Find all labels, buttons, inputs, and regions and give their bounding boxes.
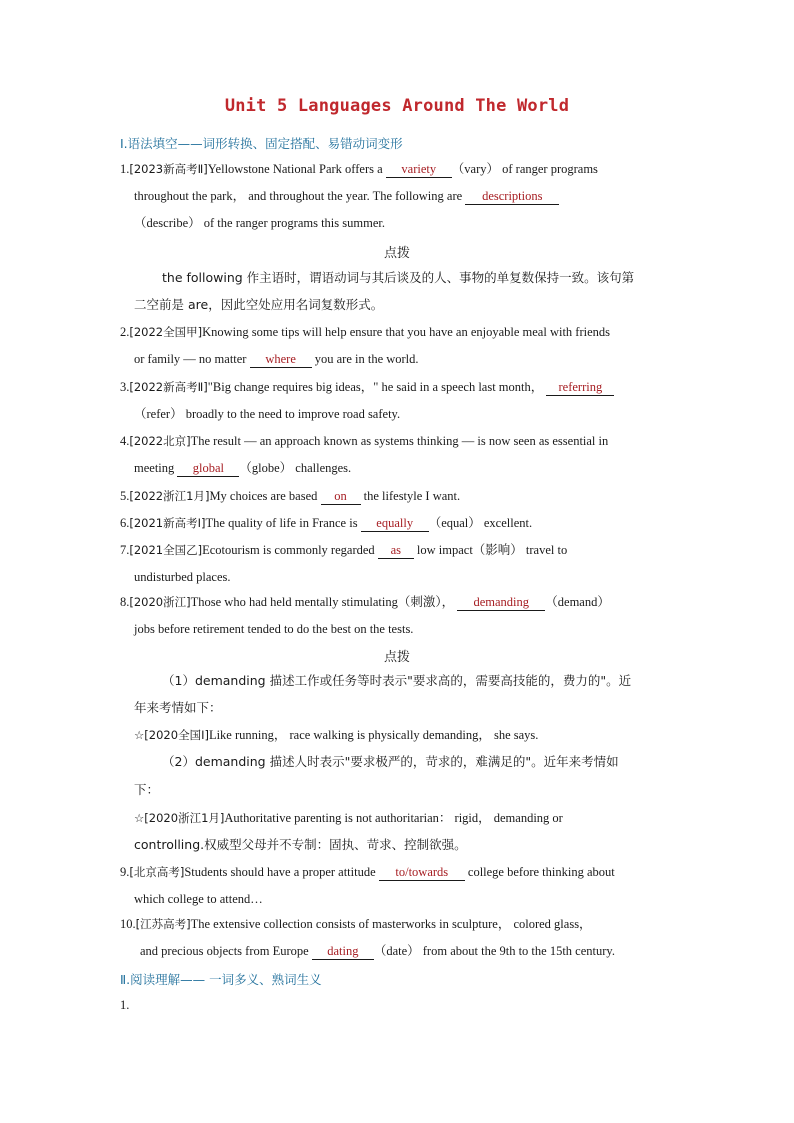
question-number: 3. (120, 380, 130, 394)
question-10-line-1 (120, 916, 592, 932)
question-source: [2022浙江1月] (129, 489, 210, 503)
question-1-line-3: （describe） of the ranger programs this summer. (134, 216, 385, 230)
hint-text: （1）demanding 描述工作或任务等时表示"要求高的，需要高技能的，费力的"。近 (162, 673, 632, 688)
answer-blank: as (378, 542, 414, 559)
question-7-line-1 (120, 542, 567, 559)
question-number: 6. (120, 516, 130, 530)
answer-blank: descriptions (465, 188, 559, 205)
question-text: "Big change requires big ideas，" he said in a speech last month， (207, 380, 544, 394)
question-2-line-1 (120, 324, 610, 340)
question-source: [2022全国甲] (129, 325, 203, 339)
section-1-heading: Ⅰ.语法填空——词形转换、固定搭配、易错动词变形 (120, 136, 403, 151)
example-source: ☆[2020全国Ⅰ] (134, 728, 209, 742)
question-1-line-1 (120, 161, 598, 178)
question-source: [2022北京] (129, 434, 191, 448)
question-text: My choices are based (209, 489, 318, 503)
question-6-line (120, 515, 532, 532)
answer-blank: global (177, 460, 239, 477)
question-text: （date） from about the 9th to the 15th century. (373, 944, 615, 958)
question-text: The quality of life in France is (205, 516, 358, 530)
question-4-line-2 (134, 460, 351, 477)
hint-text: 二空前是 are，因此空处应用名词复数形式。 (134, 297, 384, 312)
question-text: low impact（影响） travel to (416, 543, 568, 557)
question-source: [2023新高考Ⅱ] (129, 162, 208, 176)
example-2-line-2: controlling.权威型父母并不专制：固执、苛求、控制欲强。 (134, 837, 467, 852)
question-1-line-2 (134, 188, 559, 205)
question-text: the lifestyle I want. (363, 489, 461, 503)
question-2-line-2 (134, 351, 419, 368)
answer-blank: dating (312, 943, 374, 960)
question-8-line-2: jobs before retirement tended to do the best on the tests. (134, 622, 414, 636)
question-5-line (120, 488, 460, 505)
question-text: you are in the world. (314, 352, 419, 366)
hint-text: 年来考情如下： (134, 700, 222, 715)
question-text: The extensive collection consists of masterworks in sculpture， colored glass， (190, 917, 592, 931)
question-text: Students should have a proper attitude (184, 865, 376, 879)
question-number: 8. (120, 595, 130, 609)
answer-blank: referring (546, 379, 614, 396)
example-source: ☆[2020浙江1月] (134, 811, 225, 825)
question-4-line-1 (120, 433, 608, 449)
question-number: 2. (120, 325, 130, 339)
hint-text: the following 作主语时，谓语动词与其后谈及的人、事物的单复数保持一致。该句第 (162, 270, 635, 285)
question-number: 5. (120, 489, 130, 503)
question-number: 10. (120, 917, 136, 931)
question-text: （globe） challenges. (239, 461, 352, 475)
reading-item-number: 1. (120, 998, 130, 1012)
question-10-line-2 (140, 943, 615, 960)
question-number: 9. (120, 865, 130, 879)
question-7-line-2: undisturbed places. (134, 570, 231, 584)
question-text: Those who had held mentally stimulating（刺激）， (190, 595, 455, 609)
hint-label: 点拨 (383, 650, 410, 665)
question-3-line-1 (120, 379, 614, 396)
answer-blank: variety (386, 161, 452, 178)
answer-blank: equally (361, 515, 429, 532)
question-text: （equal） excellent. (428, 516, 533, 530)
question-source: [2022新高考Ⅱ] (129, 380, 208, 394)
question-source: [2021新高考Ⅰ] (129, 516, 206, 530)
question-text: college before thinking about (467, 865, 615, 879)
hint-label: 点拨 (383, 246, 410, 261)
question-9-line-1 (120, 864, 615, 881)
question-source: [北京高考] (129, 865, 185, 879)
answer-blank: where (250, 351, 312, 368)
answer-blank: to/towards (379, 864, 465, 881)
question-text: Ecotourism is commonly regarded (202, 543, 375, 557)
example-text: Authoritative parenting is not authoritarian： rigid， demanding or (224, 811, 563, 825)
answer-blank: demanding (457, 594, 545, 611)
question-text: and precious objects from Europe (140, 944, 309, 958)
question-8-line-1 (120, 594, 610, 611)
page-title: Unit 5 Languages Around The World (224, 96, 570, 116)
answer-blank: on (321, 488, 361, 505)
question-number: 4. (120, 434, 130, 448)
question-text: meeting (134, 461, 175, 475)
example-text: Like running， race walking is physically demanding， she says. (208, 728, 539, 742)
question-source: [2020浙江] (129, 595, 191, 609)
question-text: （vary） of ranger programs (451, 162, 598, 176)
question-3-line-2: （refer） broadly to the need to improve road safety. (134, 407, 401, 421)
question-text: throughout the park， and throughout the year. The following are (134, 189, 463, 203)
question-text: Yellowstone National Park offers a (207, 162, 383, 176)
hint-text: （2）demanding 描述人时表示"要求极严的，苛求的，难满足的"。近年来考情如 (162, 754, 619, 769)
question-text: The result — an approach known as systems thinking — is now seen as essential in (190, 434, 609, 448)
question-source: [江苏高考] (135, 917, 191, 931)
example-2-line-1 (134, 810, 563, 826)
section-2-heading: Ⅱ.阅读理解—— 一词多义、熟词生义 (120, 972, 322, 987)
question-text: or family — no matter (134, 352, 247, 366)
question-text: （demand） (545, 595, 610, 609)
question-number: 7. (120, 543, 130, 557)
question-text: Knowing some tips will help ensure that you have an enjoyable meal with friends (202, 325, 611, 339)
question-9-line-2: which college to attend… (134, 892, 263, 906)
example-1 (134, 727, 538, 743)
question-number: 1. (120, 162, 130, 176)
question-source: [2021全国乙] (129, 543, 203, 557)
hint-text: 下： (134, 782, 160, 797)
